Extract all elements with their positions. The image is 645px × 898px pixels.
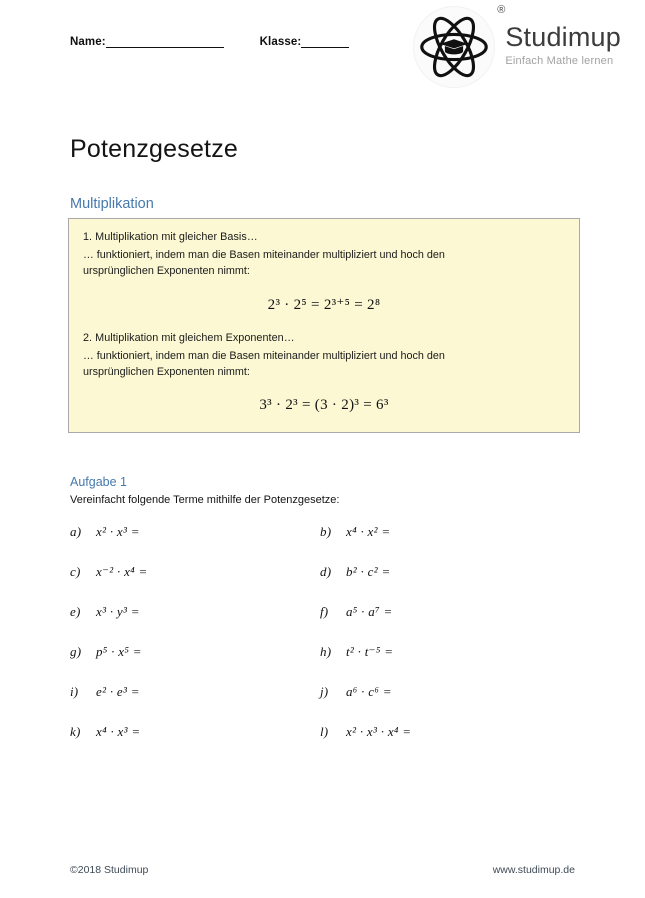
exercise-item-g[interactable] [70,644,320,660]
rule-1 [83,231,565,314]
exercise-row [70,604,570,644]
exercise-row [70,724,570,764]
exercise-item-d[interactable] [320,564,570,580]
rule-2 [83,332,565,413]
task-instruction: Vereinfacht folgende Terme mithilfe der Potenzgesetze: [70,494,340,506]
page-footer [70,864,575,876]
website-link[interactable]: www.studimup.de [492,864,575,876]
exercise-item-c[interactable] [70,564,320,580]
exercise-label: l) [320,724,329,739]
exercise-term: x³ · y³ = [96,604,140,619]
name-label: Name: [70,36,106,48]
exercise-item-h[interactable] [320,644,570,660]
exercise-term: a⁵ · a⁷ = [346,604,393,619]
registered-trademark-icon: ® [497,4,506,16]
brand-name: Studimup [505,21,621,52]
exercise-row [70,564,570,604]
exercise-label: k) [70,724,81,739]
atom-logo-icon [413,4,506,88]
exercise-label: e) [70,604,81,619]
studimup-logo [413,6,621,88]
exercise-list [70,524,570,764]
rule-2-heading: 2. Multiplikation mit gleichem Exponenten… [83,332,295,345]
klasse-write-line[interactable] [301,36,349,48]
exercise-item-a[interactable] [70,524,320,540]
exercise-label: h) [320,644,332,659]
copyright-text: ©2018 Studimup [70,864,149,876]
brand-tagline: Einfach Mathe lernen [505,54,614,67]
exercise-term: b² · c² = [346,564,391,579]
exercise-row [70,684,570,724]
exercise-term: x⁴ · x² = [346,524,391,539]
student-info-fields [70,36,349,48]
exercise-label: a) [70,524,82,539]
exercise-label: b) [320,524,332,539]
rule-2-body: … funktioniert, indem man die Basen miteinander multipliziert und hoch den ursprünglichen Exponenten nimmt: [83,350,445,378]
exercise-row [70,524,570,564]
exercise-term: x² · x³ = [96,524,140,539]
exercise-label: i) [70,684,79,699]
page-title: Potenzgesetze [70,134,238,163]
exercise-item-f[interactable] [320,604,570,620]
exercise-term: t² · t⁻⁵ = [346,644,394,659]
exercise-item-l[interactable] [320,724,570,740]
name-field[interactable] [70,36,224,48]
rules-divider [83,318,565,332]
rules-callout-box [68,218,580,433]
exercise-row [70,644,570,684]
exercise-term: x⁴ · x³ = [96,724,141,739]
exercise-item-e[interactable] [70,604,320,620]
exercise-label: j) [320,684,329,699]
exercise-term: a⁶ · c⁶ = [346,684,392,699]
rule-1-body: … funktioniert, indem man die Basen miteinander multipliziert und hoch den ursprünglichen Exponenten nimmt: [83,249,445,277]
task-heading: Aufgabe 1 [70,475,127,489]
exercise-item-k[interactable] [70,724,320,740]
klasse-label: Klasse: [259,36,302,48]
section-heading: Multiplikation [70,196,154,213]
exercise-label: f) [320,604,329,619]
logo-wordmark [505,21,621,71]
exercise-term: x⁻² · x⁴ = [96,564,148,579]
rule-1-heading: 1. Multiplikation mit gleicher Basis… [83,231,258,243]
page-header [0,0,645,100]
exercise-label: d) [320,564,332,579]
name-write-line[interactable] [106,36,224,48]
exercise-term: p⁵ · x⁵ = [96,644,142,659]
rule-1-formula: 2³ · 2⁵ = 2³⁺⁵ = 2⁸ [267,297,381,314]
exercise-term: x² · x³ · x⁴ = [346,724,412,739]
rule-2-formula: 3³ · 2³ = (3 · 2)³ = 6³ [259,396,389,413]
exercise-label: c) [70,564,81,579]
exercise-item-j[interactable] [320,684,570,700]
exercise-label: g) [70,644,82,659]
exercise-item-i[interactable] [70,684,320,700]
klasse-field[interactable] [260,36,350,48]
exercise-item-b[interactable] [320,524,570,540]
exercise-term: e² · e³ = [96,684,140,699]
